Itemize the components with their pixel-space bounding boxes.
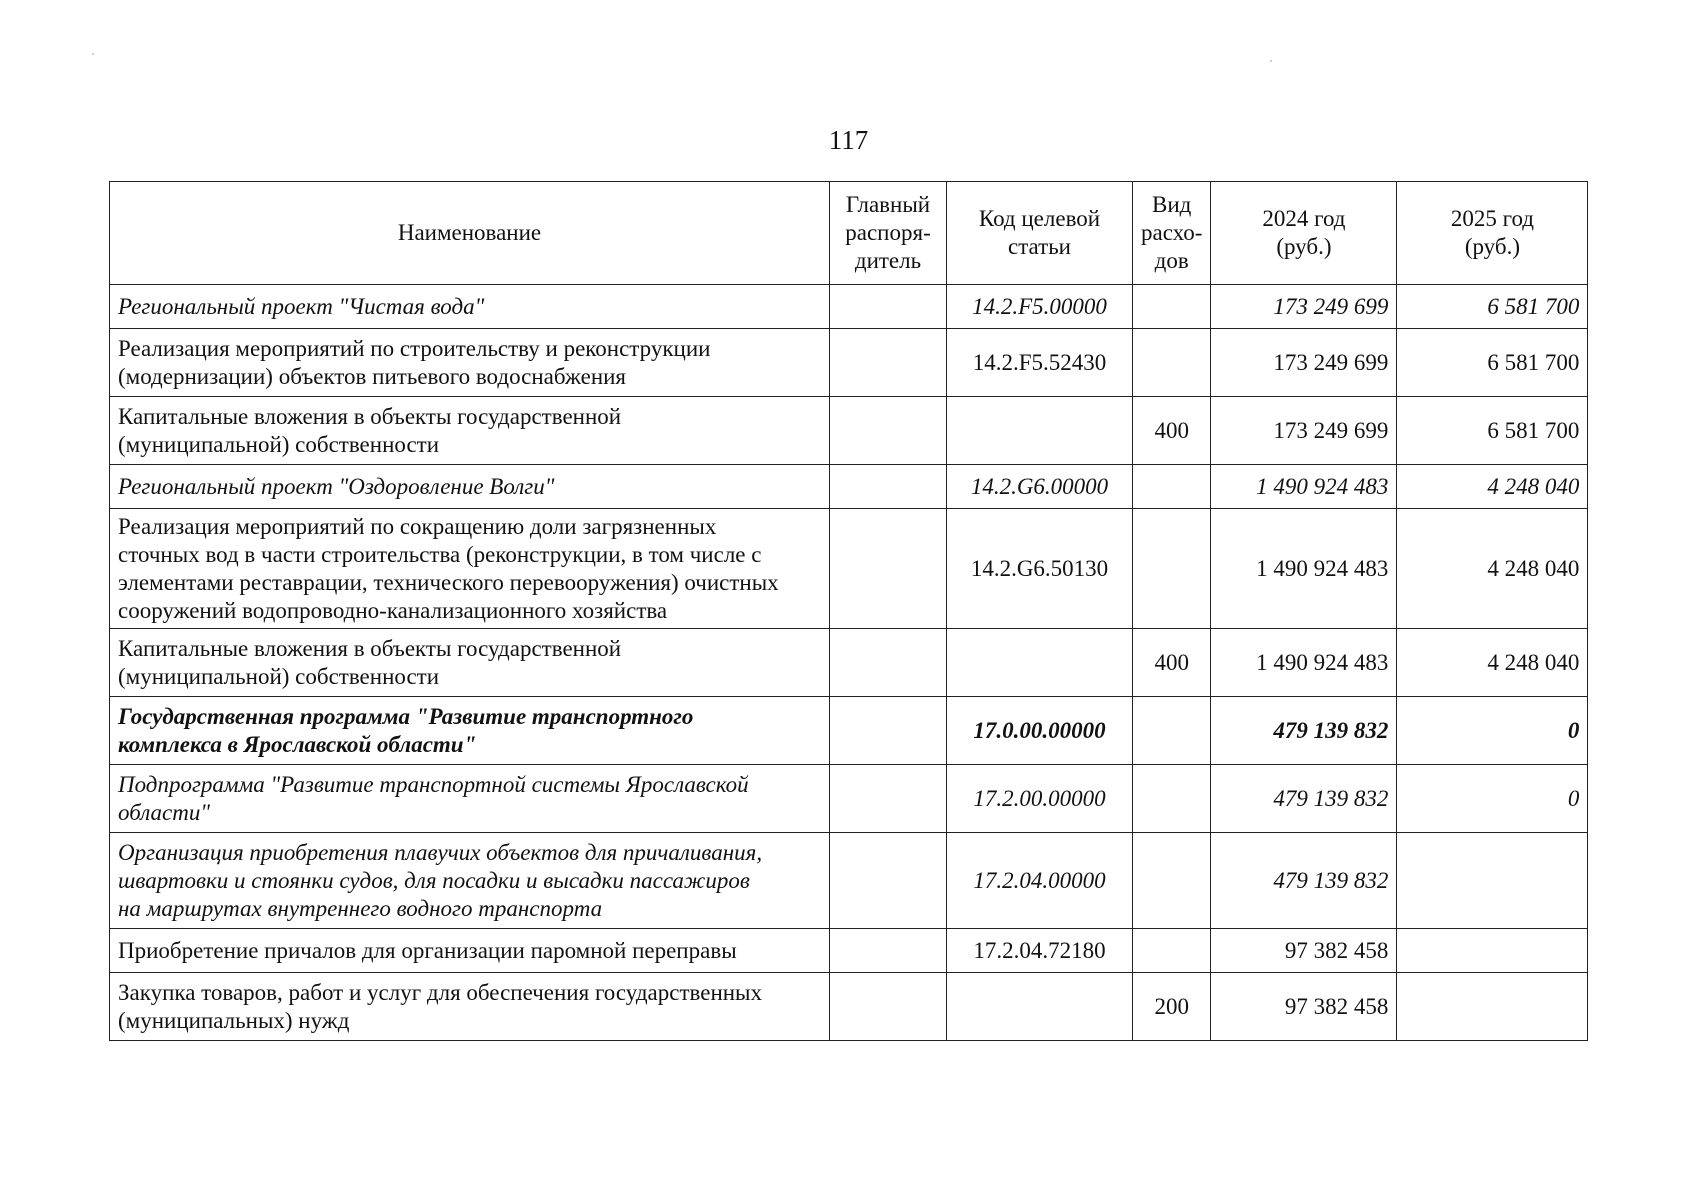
cell-2024: 479 139 832 <box>1211 765 1397 833</box>
cell-expense-type <box>1133 697 1211 765</box>
cell-expense-type <box>1133 929 1211 973</box>
cell-expense-type <box>1133 509 1211 629</box>
header-code: Код целевой статьи <box>947 182 1133 285</box>
cell-manager <box>830 929 947 973</box>
cell-expense-type <box>1133 285 1211 329</box>
table-row <box>110 697 1588 765</box>
table-header <box>110 182 1588 285</box>
table-body <box>110 285 1588 1041</box>
cell-2025 <box>1397 929 1588 973</box>
cell-name: Подпрограмма "Развитие транспортной системы Ярославской области" <box>110 765 830 833</box>
cell-2024: 173 249 699 <box>1211 329 1397 397</box>
budget-table <box>109 181 1588 1041</box>
cell-2025: 0 <box>1397 765 1588 833</box>
cell-manager <box>830 397 947 465</box>
cell-2024: 173 249 699 <box>1211 285 1397 329</box>
cell-name: Государственная программа "Развитие транспортного комплекса в Ярославской области" <box>110 697 830 765</box>
cell-expense-type <box>1133 833 1211 929</box>
cell-2024: 173 249 699 <box>1211 397 1397 465</box>
table-row <box>110 465 1588 509</box>
cell-name: Закупка товаров, работ и услуг для обеспечения государственных (муниципальных) нужд <box>110 973 830 1041</box>
cell-2025 <box>1397 833 1588 929</box>
cell-manager <box>830 833 947 929</box>
cell-2025: 4 248 040 <box>1397 629 1588 697</box>
cell-code <box>947 397 1133 465</box>
cell-expense-type: 200 <box>1133 973 1211 1041</box>
cell-2024: 1 490 924 483 <box>1211 509 1397 629</box>
cell-2025 <box>1397 973 1588 1041</box>
cell-code: 14.2.G6.00000 <box>947 465 1133 509</box>
table-row <box>110 929 1588 973</box>
cell-2024: 1 490 924 483 <box>1211 465 1397 509</box>
cell-code: 17.0.00.00000 <box>947 697 1133 765</box>
cell-2025: 4 248 040 <box>1397 509 1588 629</box>
cell-expense-type <box>1133 329 1211 397</box>
cell-manager <box>830 765 947 833</box>
cell-code: 17.2.04.00000 <box>947 833 1133 929</box>
table-row <box>110 765 1588 833</box>
header-2024: 2024 год (руб.) <box>1211 182 1397 285</box>
table-row <box>110 973 1588 1041</box>
cell-2024: 97 382 458 <box>1211 929 1397 973</box>
cell-2024: 479 139 832 <box>1211 833 1397 929</box>
cell-code: 14.2.F5.52430 <box>947 329 1133 397</box>
header-manager: Главный распоря- дитель <box>830 182 947 285</box>
cell-manager <box>830 329 947 397</box>
page-number: 117 <box>828 125 869 155</box>
cell-expense-type: 400 <box>1133 397 1211 465</box>
cell-code: 17.2.00.00000 <box>947 765 1133 833</box>
table-row <box>110 833 1588 929</box>
cell-expense-type: 400 <box>1133 629 1211 697</box>
scan-speck <box>92 53 94 55</box>
cell-2025: 4 248 040 <box>1397 465 1588 509</box>
table-row <box>110 509 1588 629</box>
cell-name: Реализация мероприятий по сокращению доли загрязненных сточных вод в части строительства (реконструкции, в том числе с элементами реставрации, технического перевооружения) очистных сооружений водопроводно-канализационного хозяйства <box>110 509 830 629</box>
cell-code <box>947 629 1133 697</box>
cell-code <box>947 973 1133 1041</box>
cell-expense-type <box>1133 765 1211 833</box>
cell-code: 14.2.F5.00000 <box>947 285 1133 329</box>
cell-2025: 6 581 700 <box>1397 397 1588 465</box>
cell-manager <box>830 973 947 1041</box>
header-expense-type: Вид расхо- дов <box>1133 182 1211 285</box>
cell-name: Региональный проект "Чистая вода" <box>110 285 830 329</box>
cell-2024: 97 382 458 <box>1211 973 1397 1041</box>
table-row <box>110 329 1588 397</box>
cell-name: Приобретение причалов для организации паромной переправы <box>110 929 830 973</box>
cell-manager <box>830 285 947 329</box>
cell-2025: 0 <box>1397 697 1588 765</box>
header-2025: 2025 год (руб.) <box>1397 182 1588 285</box>
cell-manager <box>830 629 947 697</box>
cell-2024: 1 490 924 483 <box>1211 629 1397 697</box>
cell-manager <box>830 697 947 765</box>
header-name: Наименование <box>110 182 830 285</box>
cell-manager <box>830 465 947 509</box>
cell-name: Капитальные вложения в объекты государственной (муниципальной) собственности <box>110 629 830 697</box>
cell-manager <box>830 509 947 629</box>
scan-speck <box>1270 60 1272 62</box>
cell-2024: 479 139 832 <box>1211 697 1397 765</box>
table-row <box>110 397 1588 465</box>
cell-name: Региональный проект "Оздоровление Волги" <box>110 465 830 509</box>
table-row <box>110 629 1588 697</box>
cell-2025: 6 581 700 <box>1397 329 1588 397</box>
table-row <box>110 285 1588 329</box>
cell-2025: 6 581 700 <box>1397 285 1588 329</box>
header-row <box>110 182 1588 285</box>
cell-code: 17.2.04.72180 <box>947 929 1133 973</box>
cell-name: Организация приобретения плавучих объектов для причаливания, швартовки и стоянки судов, для посадки и высадки пассажиров на маршрутах внутреннего водного транспорта <box>110 833 830 929</box>
cell-name: Реализация мероприятий по строительству и реконструкции (модернизации) объектов питьевого водоснабжения <box>110 329 830 397</box>
cell-name: Капитальные вложения в объекты государственной (муниципальной) собственности <box>110 397 830 465</box>
cell-expense-type <box>1133 465 1211 509</box>
cell-code: 14.2.G6.50130 <box>947 509 1133 629</box>
